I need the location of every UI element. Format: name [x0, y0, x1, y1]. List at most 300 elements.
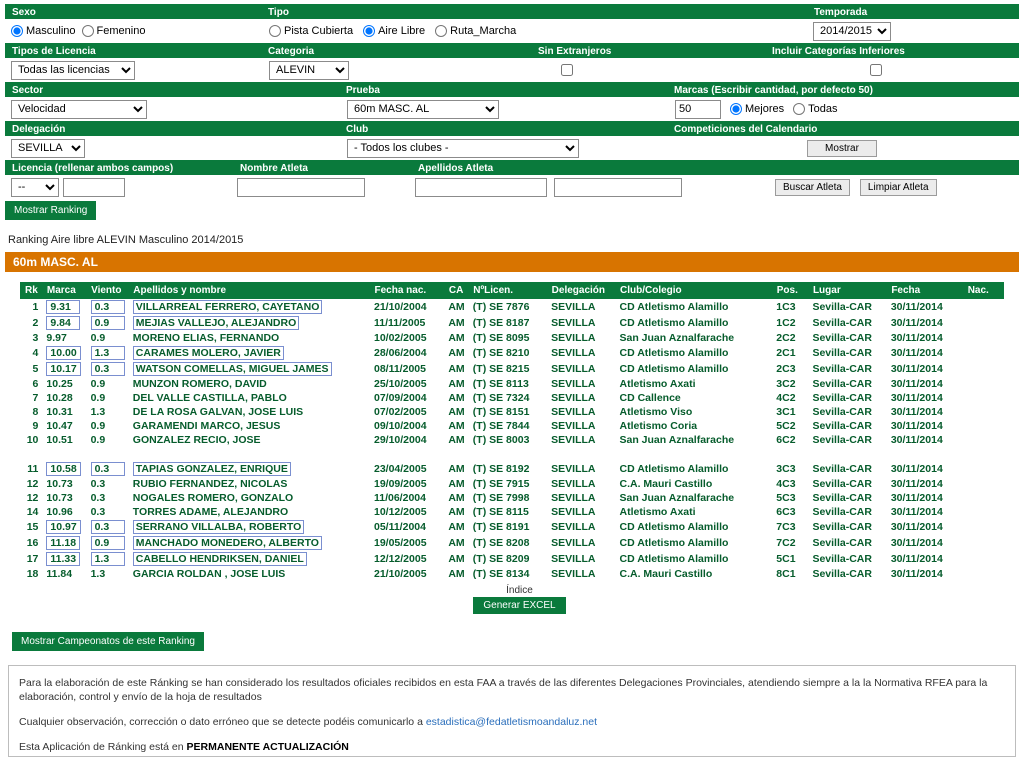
cell-ca: AM [448, 536, 465, 549]
cell-rk: 7 [32, 392, 39, 404]
cell-pos: 5C2 [776, 420, 796, 432]
cell-licencia: (T) SE 7915 [472, 477, 530, 490]
cell-viento: 0.3 [90, 505, 106, 518]
filters-panel [5, 4, 1019, 220]
cell-nombre: TORRES ADAME, ALEJANDRO [132, 505, 289, 518]
results-table-head [21, 283, 1004, 299]
tipo-radio-pista-cubierta[interactable] [269, 25, 281, 37]
cell-viento-value: 0.3 [91, 520, 125, 534]
cell-viento: 0.9 [90, 392, 106, 404]
cell-rk: 17 [26, 552, 39, 565]
cell-fecha-nac: 11/11/2005 [373, 317, 426, 329]
cell-ca: AM [448, 434, 465, 446]
cell-nombre-value: CABELLO HENDRIKSEN, DANIEL [133, 552, 307, 566]
marcas-mejores-label: Mejores [745, 103, 785, 115]
marcas-option-todas[interactable] [793, 103, 837, 115]
cell-lugar: Sevilla-CAR [812, 477, 872, 490]
categoria-select[interactable] [269, 61, 349, 80]
cell-viento [87, 315, 129, 331]
nombre-atleta-label: Nombre Atleta [233, 160, 411, 175]
note-p3-bold: PERMANENTE ACTUALIZACIÓN [186, 741, 349, 754]
note-paragraph-2 [19, 715, 1005, 729]
filter-buscar-acciones [763, 160, 1019, 199]
tipos-licencia-label: Tipos de Licencia [5, 43, 261, 58]
cell-nombre: GONZALEZ RECIO, JOSE [132, 434, 261, 446]
cell-licencia: (T) SE 8210 [472, 347, 530, 359]
tipo-radio-ruta-marcha[interactable] [435, 25, 447, 37]
cell-pos: 3C3 [776, 462, 796, 475]
table-row[interactable] [21, 551, 1004, 567]
filter-row-licencia-categoria [5, 43, 1019, 82]
tipo-option-ruta-marcha[interactable] [435, 25, 516, 37]
cell-ca: AM [448, 462, 465, 475]
cell-fecha-nac: 23/04/2005 [373, 462, 427, 475]
table-row[interactable] [21, 567, 1004, 581]
cell-nac [963, 433, 1003, 447]
cell-marca: 10.73 [46, 491, 73, 504]
cell-pos: 5C1 [776, 552, 796, 565]
cell-delegacion: SEVILLA [551, 491, 596, 504]
cell-pos: 2C3 [776, 363, 796, 375]
cell-fecha-nac: 11/06/2004 [373, 491, 426, 504]
licencia-numero-input[interactable] [63, 178, 125, 197]
col-rk: Rk [21, 283, 43, 299]
cell-viento-value: 0.3 [91, 362, 125, 376]
note-paragraph-3 [19, 740, 1005, 754]
cell-lugar: Sevilla-CAR [812, 347, 872, 359]
cell-nac [963, 345, 1003, 361]
cell-club: San Juan Aznalfarache [619, 434, 735, 446]
indice-label[interactable]: Índice [506, 584, 533, 596]
sin-extranjeros-label: Sin Extranjeros [531, 43, 765, 58]
sexo-radio-femenino[interactable] [82, 25, 94, 37]
cell-nombre [129, 535, 370, 551]
cell-viento: 0.9 [90, 420, 106, 432]
cell-pos: 2C2 [776, 332, 796, 344]
col-delegacion: Delegación [547, 283, 615, 299]
cell-ca: AM [448, 567, 465, 580]
cell-fecha-nac: 21/10/2005 [373, 567, 427, 580]
table-row[interactable] [21, 519, 1004, 535]
table-row[interactable] [21, 433, 1004, 447]
cell-club: C.A. Mauri Castillo [619, 477, 713, 490]
cell-fecha-nac: 10/12/2005 [373, 505, 427, 518]
cell-delegacion: SEVILLA [551, 536, 596, 549]
cell-ca: AM [448, 552, 465, 565]
mostrar-campeonatos-button[interactable]: Mostrar Campeonatos de este Ranking [12, 632, 204, 651]
table-spacer-row [21, 447, 1004, 461]
competiciones-label: Competiciones del Calendario [667, 121, 1019, 136]
cell-nombre: MUNZON ROMERO, DAVID [132, 378, 267, 390]
cell-rk: 2 [32, 317, 39, 329]
cell-rk: 8 [32, 406, 39, 418]
sin-extranjeros-checkbox[interactable] [561, 64, 573, 76]
cell-fecha: 30/11/2014 [890, 434, 943, 446]
table-row[interactable] [21, 391, 1004, 405]
apellido2-input[interactable] [554, 178, 682, 197]
cell-nombre [129, 551, 370, 567]
cell-rk: 10 [26, 434, 39, 446]
cell-licencia: (T) SE 8151 [472, 406, 530, 418]
cell-licencia: (T) SE 7998 [472, 491, 530, 504]
cell-nac [963, 405, 1003, 419]
generar-excel-button[interactable]: Generar EXCEL [473, 597, 565, 614]
table-row[interactable] [21, 505, 1004, 519]
cell-viento: 0.9 [90, 434, 106, 446]
cell-viento [87, 535, 129, 551]
col-club: Club/Colegio [616, 283, 773, 299]
col-licencia: NºLicen. [469, 283, 547, 299]
filter-licencia-atleta [5, 160, 233, 199]
cell-nombre [129, 361, 370, 377]
cell-licencia: (T) SE 8209 [472, 552, 530, 565]
cell-nombre-value: WATSON COMELLAS, MIGUEL JAMES [133, 362, 332, 376]
cell-fecha: 30/11/2014 [890, 332, 943, 344]
cell-licencia: (T) SE 8095 [472, 332, 530, 344]
marcas-radio-mejores[interactable] [730, 103, 742, 115]
cell-fecha: 30/11/2014 [890, 491, 943, 504]
cell-nombre [129, 461, 370, 477]
cell-pos: 3C1 [776, 406, 796, 418]
cell-fecha: 30/11/2014 [890, 552, 943, 565]
cell-nombre: DE LA ROSA GALVAN, JOSE LUIS [132, 406, 304, 418]
cell-marca [42, 461, 86, 477]
cell-fecha-nac: 05/11/2004 [373, 520, 426, 533]
cell-pos: 1C3 [776, 301, 796, 313]
cell-fecha: 30/11/2014 [890, 567, 943, 580]
filter-sector [5, 82, 339, 121]
filter-temporada [807, 4, 1019, 43]
ranking-caption: Ranking Aire libre ALEVIN Masculino 2014/2015 [8, 234, 244, 246]
cell-viento-value: 1.3 [91, 552, 125, 566]
table-row[interactable] [21, 461, 1004, 477]
cell-marca: 10.73 [46, 477, 73, 490]
cell-nombre: MORENO ELIAS, FERNANDO [132, 332, 280, 344]
cell-ca: AM [448, 301, 465, 313]
filter-nombre-atleta [233, 160, 411, 199]
incluir-categorias-checkbox[interactable] [870, 64, 882, 76]
cell-club: CD Atletismo Alamillo [619, 536, 729, 549]
cell-fecha: 30/11/2014 [890, 462, 943, 475]
table-row[interactable] [21, 345, 1004, 361]
delegacion-label: Delegación [5, 121, 339, 136]
cell-club: Atletismo Axati [619, 378, 696, 390]
cell-viento-value: 0.9 [91, 536, 125, 550]
cell-marca [42, 361, 86, 377]
marcas-cantidad-input[interactable] [675, 100, 721, 119]
buscar-acciones-label [763, 160, 1019, 175]
cell-nombre-value: VILLARREAL FERRERO, CAYETANO [133, 300, 323, 314]
cell-nac [963, 461, 1003, 477]
cell-fecha-nac: 07/02/2005 [373, 406, 427, 418]
nombre-atleta-input[interactable] [237, 178, 365, 197]
cell-marca: 10.31 [46, 406, 73, 418]
cell-fecha: 30/11/2014 [890, 477, 943, 490]
col-pos: Pos. [772, 283, 808, 299]
cell-nac [963, 315, 1003, 331]
cell-pos: 6C2 [776, 434, 796, 446]
cell-lugar: Sevilla-CAR [812, 363, 872, 375]
cell-ca: AM [448, 520, 465, 533]
excel-button-wrapper [20, 597, 1019, 614]
cell-club: CD Atletismo Alamillo [619, 462, 729, 475]
cell-pos: 4C2 [776, 392, 796, 404]
cell-lugar: Sevilla-CAR [812, 491, 872, 504]
club-select[interactable] [347, 139, 579, 158]
filter-competiciones [667, 121, 1019, 160]
note-p3-text: Esta Aplicación de Ránking está en [19, 741, 187, 754]
sexo-radio-masculino[interactable] [11, 25, 23, 37]
table-row[interactable] [21, 331, 1004, 345]
cell-nac [963, 535, 1003, 551]
mostrar-ranking-button[interactable]: Mostrar Ranking [5, 201, 96, 220]
cell-marca: 10.25 [46, 378, 73, 390]
sector-select[interactable] [11, 100, 147, 119]
cell-lugar: Sevilla-CAR [812, 301, 872, 313]
cell-nac [963, 567, 1003, 581]
cell-viento-value: 1.3 [91, 346, 125, 360]
col-nac: Nac. [963, 283, 1003, 299]
table-row[interactable] [21, 419, 1004, 433]
apellidos-atleta-label: Apellidos Atleta [411, 160, 763, 175]
cell-fecha-nac: 12/12/2005 [373, 552, 427, 565]
cell-pos: 1C2 [776, 317, 796, 329]
cell-club: CD Atletismo Alamillo [619, 317, 729, 329]
cell-lugar: Sevilla-CAR [812, 392, 872, 404]
cell-ca: AM [448, 477, 465, 490]
cell-viento [87, 345, 129, 361]
cell-nac [963, 491, 1003, 505]
cell-pos: 4C3 [776, 477, 796, 490]
cell-ca: AM [448, 378, 465, 390]
categoria-label: Categoria [261, 43, 531, 58]
cell-fecha: 30/11/2014 [890, 536, 943, 549]
incluir-categorias-label: Incluir Categorías Inferiores [765, 43, 1019, 58]
cell-nac [963, 331, 1003, 345]
table-row[interactable] [21, 535, 1004, 551]
cell-marca [42, 299, 86, 316]
col-viento: Viento [87, 283, 129, 299]
cell-marca [42, 551, 86, 567]
cell-marca-value: 11.18 [46, 536, 80, 550]
cell-fecha-nac: 25/10/2005 [373, 378, 427, 390]
cell-marca [42, 535, 86, 551]
cell-pos: 3C2 [776, 378, 796, 390]
tipo-option-aire-libre[interactable] [363, 25, 425, 37]
cell-marca: 10.51 [46, 434, 73, 446]
table-row[interactable] [21, 477, 1004, 491]
cell-marca-value: 10.97 [46, 520, 80, 534]
table-row[interactable] [21, 377, 1004, 391]
cell-club: CD Atletismo Alamillo [619, 552, 729, 565]
cell-nombre [129, 315, 370, 331]
cell-rk: 15 [26, 520, 39, 533]
cell-ca: AM [448, 363, 465, 375]
apellido1-input[interactable] [415, 178, 547, 197]
cell-delegacion: SEVILLA [551, 406, 596, 418]
cell-fecha-nac: 10/02/2005 [373, 332, 427, 344]
filter-categoria [261, 43, 531, 82]
cell-delegacion: SEVILLA [551, 317, 596, 329]
cell-pos: 7C2 [776, 536, 796, 549]
cell-rk: 12 [26, 491, 39, 504]
cell-fecha-nac: 21/10/2004 [373, 301, 427, 313]
marcas-option-mejores[interactable] [730, 103, 784, 115]
cell-lugar: Sevilla-CAR [812, 520, 872, 533]
cell-club: CD Atletismo Alamillo [619, 520, 729, 533]
cell-licencia: (T) SE 8192 [472, 462, 530, 475]
cell-ca: AM [448, 406, 465, 418]
cell-rk: 4 [32, 347, 39, 359]
cell-ca: AM [448, 332, 465, 344]
cell-club: CD Atletismo Alamillo [619, 347, 729, 359]
cell-marca-value: 10.17 [46, 362, 80, 376]
cell-club: Atletismo Viso [619, 406, 693, 418]
cell-fecha-nac: 09/10/2004 [373, 420, 427, 432]
cell-nombre [129, 299, 370, 316]
note-paragraph-1: Para la elaboración de este Ránking se han considerado los resultados oficiales recibidos en esta FAA a través de las diferentes Delegaciones Provinciales, atendiendo siempre a la la Normativa RFEA para la elaboración, control y envío de la hoja de resultados [19, 676, 988, 703]
mostrar-button[interactable]: Mostrar [807, 140, 877, 157]
marcas-radio-todas[interactable] [793, 103, 805, 115]
cell-fecha: 30/11/2014 [890, 301, 943, 313]
cell-delegacion: SEVILLA [551, 301, 596, 313]
licencia-prefijo-select[interactable] [11, 178, 59, 197]
cell-marca: 10.47 [46, 420, 73, 432]
cell-ca: AM [448, 392, 465, 404]
limpiar-atleta-button[interactable]: Limpiar Atleta [860, 179, 937, 196]
cell-marca [42, 519, 86, 535]
cell-viento: 0.3 [90, 491, 106, 504]
cell-viento: 1.3 [90, 406, 106, 418]
cell-viento [87, 461, 129, 477]
cell-marca: 9.97 [46, 332, 67, 344]
cell-lugar: Sevilla-CAR [812, 406, 872, 418]
delegacion-select[interactable] [11, 139, 85, 158]
filter-sexo [5, 4, 261, 43]
filter-row-sexo-tipo-temporada [5, 4, 1019, 43]
cell-marca-value: 9.84 [46, 316, 80, 330]
buscar-atleta-button[interactable]: Buscar Atleta [775, 179, 850, 196]
cell-pos: 5C3 [776, 491, 796, 504]
cell-lugar: Sevilla-CAR [812, 420, 872, 432]
cell-lugar: Sevilla-CAR [812, 378, 872, 390]
cell-rk: 5 [32, 363, 39, 375]
cell-viento-value: 0.3 [91, 300, 125, 314]
cell-delegacion: SEVILLA [551, 434, 596, 446]
tipo-ruta-marcha-label: Ruta_Marcha [450, 25, 517, 37]
cell-marca: 10.28 [46, 392, 73, 404]
marcas-todas-label: Todas [808, 103, 838, 115]
cell-delegacion: SEVILLA [551, 477, 596, 490]
cell-licencia: (T) SE 8113 [472, 378, 529, 390]
table-row[interactable] [21, 299, 1004, 316]
tipo-radio-aire-libre[interactable] [363, 25, 375, 37]
cell-fecha: 30/11/2014 [890, 505, 943, 518]
cell-club: CD Callence [619, 392, 681, 404]
cell-club: CD Atletismo Alamillo [619, 363, 729, 375]
col-fecha: Fecha [887, 283, 963, 299]
results-table-wrapper [20, 282, 1019, 614]
cell-nac [963, 505, 1003, 519]
cell-delegacion: SEVILLA [551, 567, 596, 580]
filter-row-sector-prueba-marcas [5, 82, 1019, 121]
cell-marca-value: 10.58 [46, 462, 80, 476]
prueba-select[interactable] [347, 100, 499, 119]
cell-lugar: Sevilla-CAR [812, 567, 872, 580]
sexo-femenino-label: Femenino [96, 25, 146, 37]
cell-fecha-nac: 29/10/2004 [373, 434, 427, 446]
results-header-row [21, 283, 1004, 299]
tipo-option-pista-cubierta[interactable] [269, 25, 353, 37]
table-row[interactable] [21, 361, 1004, 377]
cell-club: Atletismo Coria [619, 420, 698, 432]
cell-fecha: 30/11/2014 [890, 520, 943, 533]
cell-lugar: Sevilla-CAR [812, 434, 872, 446]
cell-licencia: (T) SE 8115 [472, 505, 529, 518]
cell-delegacion: SEVILLA [551, 520, 596, 533]
filter-club [339, 121, 667, 160]
cell-pos: 8C1 [776, 567, 796, 580]
cell-nac [963, 361, 1003, 377]
event-title-bar: 60m MASC. AL [5, 252, 1019, 272]
cell-rk: 14 [26, 505, 39, 518]
campeonatos-button-wrapper [12, 632, 1024, 651]
contact-email-link[interactable]: estadistica@fedatletismoandaluz.net [425, 715, 598, 728]
cell-licencia: (T) SE 8003 [472, 434, 530, 446]
filter-tipo [261, 4, 807, 43]
cell-nombre-value: MANCHADO MONEDERO, ALBERTO [133, 536, 322, 550]
sexo-label: Sexo [5, 4, 261, 19]
temporada-select[interactable] [813, 22, 891, 41]
cell-delegacion: SEVILLA [551, 378, 596, 390]
cell-pos: 7C3 [776, 520, 796, 533]
cell-delegacion: SEVILLA [551, 505, 596, 518]
cell-nombre: GARCIA ROLDAN , JOSE LUIS [132, 567, 286, 580]
licencia-atleta-label: Licencia (rellenar ambos campos) [5, 160, 233, 175]
cell-pos: 2C1 [776, 347, 796, 359]
cell-rk: 1 [32, 301, 39, 313]
cell-delegacion: SEVILLA [551, 462, 596, 475]
table-row[interactable] [21, 491, 1004, 505]
filter-delegacion [5, 121, 339, 160]
cell-pos: 6C3 [776, 505, 796, 518]
cell-fecha: 30/11/2014 [890, 378, 943, 390]
table-row[interactable] [21, 315, 1004, 331]
tipos-licencia-select[interactable] [11, 61, 135, 80]
filter-incluir-categorias [765, 43, 1019, 82]
cell-lugar: Sevilla-CAR [812, 462, 872, 475]
cell-viento-value: 0.3 [91, 462, 125, 476]
club-label: Club [339, 121, 667, 136]
note-p2-text: Cualquier observación, corrección o dato erróneo que se detecte podéis comunicarlo a [19, 715, 426, 728]
cell-lugar: Sevilla-CAR [812, 332, 872, 344]
sexo-option-masculino[interactable] [11, 25, 76, 37]
cell-nac [963, 299, 1003, 316]
cell-nombre [129, 519, 370, 535]
cell-marca-value: 11.33 [46, 552, 80, 566]
sexo-option-femenino[interactable] [82, 25, 146, 37]
filter-prueba [339, 82, 667, 121]
cell-fecha: 30/11/2014 [890, 363, 943, 375]
table-row[interactable] [21, 405, 1004, 419]
results-table [20, 282, 1004, 581]
cell-delegacion: SEVILLA [551, 363, 596, 375]
cell-club: Atletismo Axati [619, 505, 696, 518]
cell-viento [87, 519, 129, 535]
cell-fecha: 30/11/2014 [890, 317, 943, 329]
cell-delegacion: SEVILLA [551, 392, 596, 404]
cell-fecha-nac: 28/06/2004 [373, 347, 427, 359]
